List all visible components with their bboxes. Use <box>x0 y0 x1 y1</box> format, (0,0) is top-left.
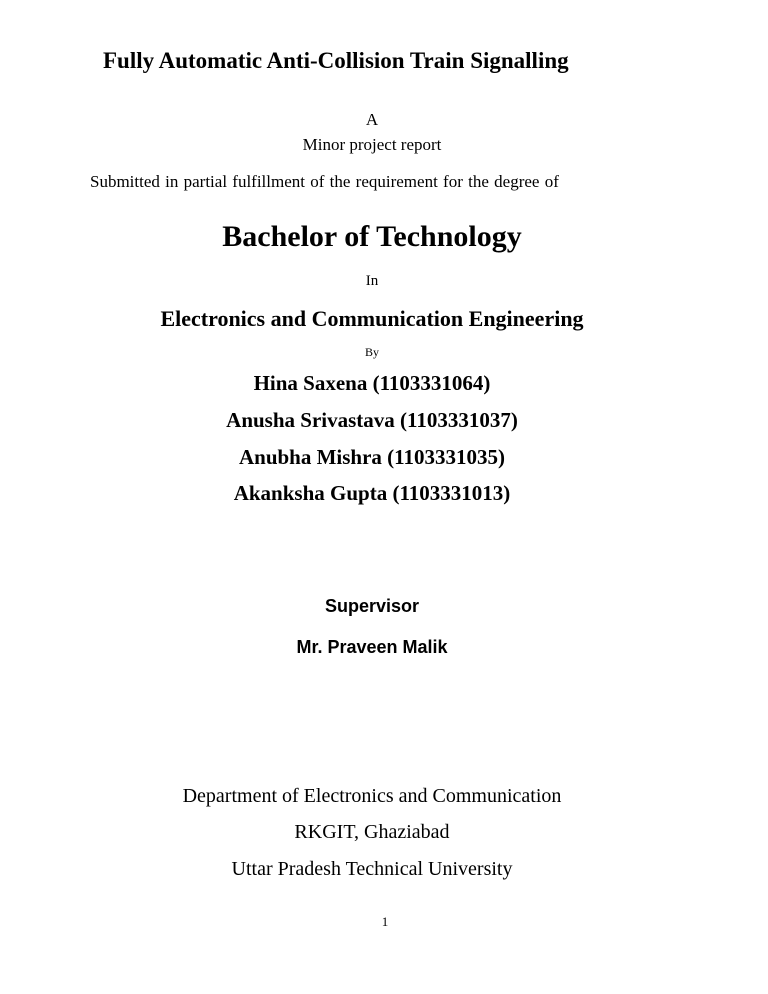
report-type: Minor project report <box>302 135 442 154</box>
supervisor-name: Mr. Praveen Malik <box>296 637 448 657</box>
a-label: A <box>365 110 379 129</box>
institute: RKGIT, Ghaziabad <box>294 821 450 843</box>
author: Hina Saxena (1103331064) <box>253 371 491 395</box>
by-label: By <box>364 345 380 359</box>
page-number: 1 <box>381 914 389 929</box>
author: Akanksha Gupta (1103331013) <box>233 481 511 505</box>
branch: Electronics and Communication Engineering <box>160 306 584 331</box>
author: Anubha Mishra (1103331035) <box>238 445 506 469</box>
university: Uttar Pradesh Technical University <box>231 858 513 880</box>
document-title: Fully Automatic Anti-Collision Train Signalling <box>103 48 569 73</box>
department: Department of Electronics and Communication <box>182 785 562 807</box>
supervisor-label: Supervisor <box>324 596 420 616</box>
submitted-text: Submitted in partial fulfillment of the requirement for the degree of <box>90 172 559 191</box>
author: Anusha Srivastava (1103331037) <box>226 408 518 432</box>
degree: Bachelor of Technology <box>222 220 522 253</box>
in-label: In <box>365 273 379 289</box>
